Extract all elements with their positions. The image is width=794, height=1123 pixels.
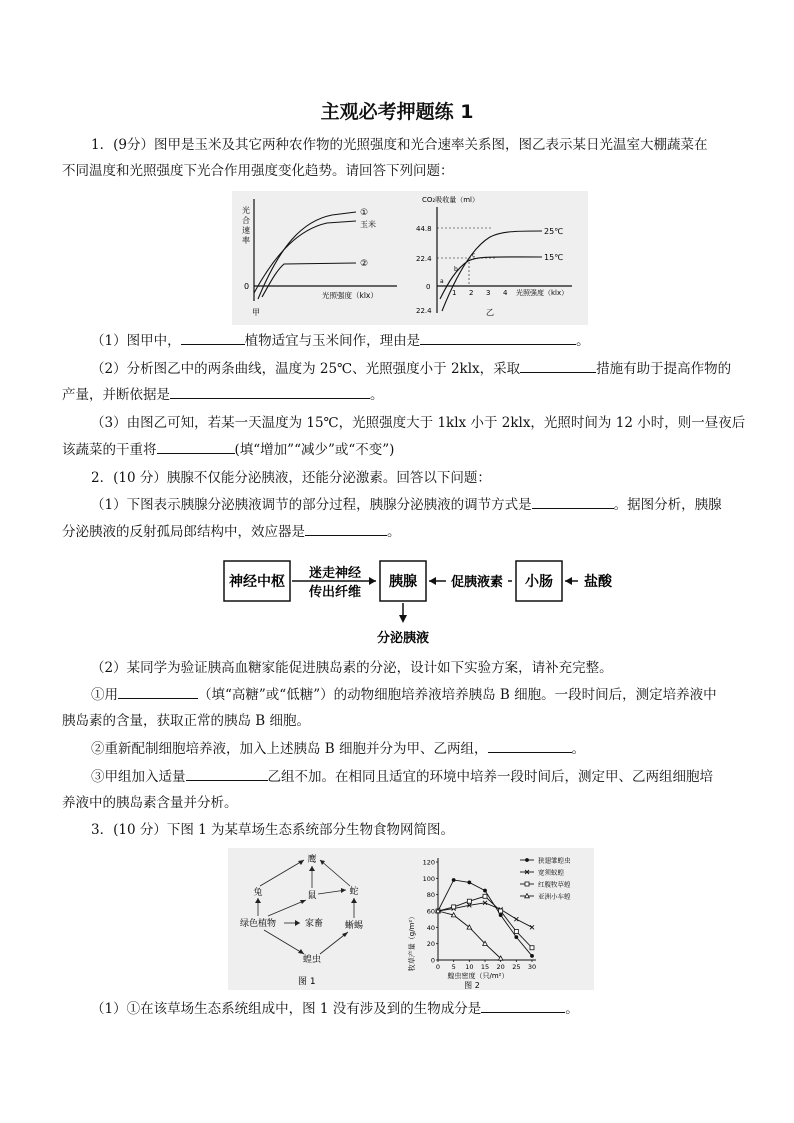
q2-step2-text-a: ②重新配制细胞培养液，加入上述胰岛 B 细胞并分为甲、乙两组， <box>91 741 488 757</box>
q2-sub1-blank2[interactable] <box>305 521 387 536</box>
head-mouse-eagle <box>309 866 315 871</box>
series-0-point-6 <box>530 954 534 958</box>
q1-sub3-line1: （3）由图乙可知，若某一天温度为 15℃，光照强度大于 1klx 小于 2klx，光照时间为 12 小时，则一昼夜后 <box>91 415 746 431</box>
foodweb-caption: 图 1 <box>298 977 316 987</box>
chart-ytick-label: 40 <box>426 923 435 932</box>
jia-xlabel: 光照强度（klx） <box>322 291 378 300</box>
q1-sub1 <box>62 328 737 354</box>
q1-sub2-text-d: 。 <box>370 387 384 403</box>
q2-sub1-blank1[interactable] <box>532 494 614 509</box>
foodweb-arrowheads <box>255 860 357 954</box>
series-0-point-2 <box>467 881 471 885</box>
yi-ytick-448: 44.8 <box>416 225 432 233</box>
flow-acid-label: 盐酸 <box>584 574 612 590</box>
chart-jia <box>242 199 397 317</box>
series-1-point-6 <box>530 925 534 929</box>
chart-yi <box>416 195 572 317</box>
arrow-plant-locust <box>264 930 304 954</box>
yi-ylabel: CO₂吸收量（ml） <box>422 196 479 204</box>
q1-sub3-blank[interactable] <box>157 439 235 454</box>
q3-stem: 3．(10 分）下图 1 为某草场生态系统部分生物食物网简图。 <box>91 822 454 838</box>
chart-ytick-label: 20 <box>426 940 435 949</box>
q2-step1-text-b: （填“高糖”或“低糖”）的动物细胞培养液培养胰岛 B 细胞。一段时间后，测定培养液中 <box>198 687 717 703</box>
q3-sub1-text-a: （1）①在该草场生态系统组成中，图 1 没有涉及到的生物成分是 <box>91 1001 482 1017</box>
chart-ytick-label: 60 <box>426 907 435 916</box>
chart-ytick-label: 100 <box>422 874 435 883</box>
q2-step2 <box>62 736 737 762</box>
chart-ytick-label: 120 <box>422 858 435 867</box>
flow-output-label: 分泌胰液 <box>376 631 430 646</box>
q2-sub1-text-c: 分泌胰液的反射孤局郎结构中，效应器是 <box>62 524 305 540</box>
q1-stem-line2: 不同温度和光照强度下光合作用强度变化趋势。请回答下列问题： <box>62 163 454 179</box>
pancreas-flow-svg <box>220 555 620 650</box>
legend-label-3: 亚洲小车蝗 <box>538 892 571 901</box>
q2-sub1-text-d: 。 <box>387 524 401 540</box>
chart-ytick-label: 80 <box>426 891 435 900</box>
q2-step3-blank[interactable] <box>186 766 268 781</box>
q2-step1-line1 <box>62 682 737 708</box>
flow-hormone-label: 促胰液素 <box>450 575 504 590</box>
chart-xtick-label: 0 <box>435 963 441 971</box>
q2-step3-line2: 养液中的胰岛素含量并分析。 <box>62 795 238 811</box>
head-plant-rabbit <box>255 898 261 903</box>
q2-step1-blank[interactable] <box>118 684 198 699</box>
q1-sub1-blank2[interactable] <box>420 330 576 345</box>
figure-q3-svg <box>228 848 594 990</box>
chart-xtick-label: 5 <box>451 963 456 971</box>
series-0-point-4 <box>499 913 503 917</box>
q2-sub1-text-b: 。据图分析，胰腺 <box>613 497 722 513</box>
node-plant: 绿色植物 <box>239 919 277 929</box>
yi-point-a: a <box>440 278 444 285</box>
q1-sub3-text-b: 该蔬菜的干重将 <box>62 442 157 458</box>
yi-xtick-3: 3 <box>486 289 491 297</box>
yi-xtick-1: 1 <box>452 289 457 297</box>
q3-sub1-blank[interactable] <box>481 998 565 1013</box>
jia-curve-corn <box>254 221 356 293</box>
legend-marker-2 <box>525 882 529 886</box>
flow-arrowhead-output <box>399 615 407 623</box>
q2-step2-blank[interactable] <box>488 738 572 753</box>
q2-step1-text-a: ①用 <box>91 687 118 703</box>
series-1-point-5 <box>514 917 518 921</box>
head-rabbit-eagle <box>298 860 304 865</box>
q2-sub1-line2 <box>62 519 737 545</box>
flow-pancreas-label: 胰腺 <box>389 574 417 590</box>
q2-sub1-line1 <box>62 492 737 518</box>
flow-arrowhead-acid <box>565 577 572 585</box>
yi-xtick-2: 2 <box>469 289 474 297</box>
jia-ylabel-4: 率 <box>242 236 250 245</box>
food-web <box>240 853 363 987</box>
node-livestock: 家畜 <box>304 919 324 929</box>
q1-sub3-text-c: (填“增加”“减少”或“不变”) <box>234 442 395 458</box>
jia-ylabel-1: 光 <box>242 206 250 215</box>
chart-xtick-label: 10 <box>465 963 474 971</box>
head-snake-eagle <box>320 860 325 865</box>
yi-label-15: 15℃ <box>544 253 564 262</box>
q1-sub1-blank1[interactable] <box>181 330 245 345</box>
flow-center-label: 神经中枢 <box>229 574 285 590</box>
arrow-snake-eagle <box>320 860 350 886</box>
jia-ylabel-3: 速 <box>242 226 250 235</box>
yi-point-c: c <box>472 252 476 259</box>
node-rabbit: 兔 <box>253 888 263 898</box>
q1-sub2-text-c: 产量，并断依据是 <box>62 387 170 403</box>
series-0-point-1 <box>452 878 456 882</box>
series-2-point-2 <box>467 899 471 903</box>
flow-arrowhead-hormone <box>429 577 436 585</box>
jia-ylabel-2: 合 <box>242 216 250 225</box>
node-lizard: 蜥蜴 <box>344 921 364 931</box>
series-0-point-5 <box>514 935 518 939</box>
flow-nerve-line1: 迷走神经 <box>308 566 362 581</box>
chart-ytick-label: 0 <box>430 956 435 965</box>
q2-sub1-text-a: （1）下图表示胰腺分泌胰液调节的部分过程，胰腺分泌胰液的调节方式是 <box>91 497 532 513</box>
jia-label-corn: 玉米 <box>360 220 376 229</box>
series-2-point-6 <box>530 946 534 950</box>
node-mouse: 鼠 <box>307 891 317 901</box>
yi-xlabel: 光照强度（klx） <box>516 289 569 297</box>
q3-sub1-text-b: 。 <box>565 1001 579 1017</box>
q2-step3-text-b: 乙组不加。在相同且适宜的环境中培养一段时间后，测定甲、乙两组细胞培 <box>267 769 713 785</box>
series-line-2 <box>438 896 532 947</box>
jia-caption: 甲 <box>252 308 260 317</box>
chart-xtick-label: 15 <box>480 963 490 971</box>
head-plant-livestock <box>295 920 300 926</box>
jia-label-2: ② <box>360 259 369 269</box>
legend-label-1: 宽须蚁蝗 <box>538 868 564 877</box>
q1-sub2-line2 <box>62 382 737 408</box>
q2-step2-text-b: 。 <box>571 741 586 757</box>
q1-sub1-text-b: 植物适宜与玉米间作，理由是 <box>244 333 421 349</box>
arrow-rabbit-eagle <box>260 860 304 886</box>
jia-label-1: ① <box>360 208 369 218</box>
q1-sub1-text-c: 。 <box>576 333 590 349</box>
flow-intestine-label: 小肠 <box>525 574 553 590</box>
chart-xtick-label: 20 <box>496 963 505 971</box>
series-2-point-5 <box>514 929 518 933</box>
figure-q3 <box>228 848 594 990</box>
head-plant-locust <box>298 949 304 954</box>
chart-caption: 图 2 <box>464 981 480 990</box>
series-2-point-4 <box>499 909 503 913</box>
q2-step3-line1 <box>62 764 737 790</box>
legend-label-2: 红腹牧草蝗 <box>538 880 571 889</box>
figure-jia-yi-svg <box>232 191 588 325</box>
q2-stem: 2．(10 分）胰腺不仅能分泌胰液，还能分泌激素。回答以下问题： <box>91 470 491 486</box>
q1-sub2-text-b: 措施有助于提高作物的 <box>596 361 732 377</box>
flow-nerve-line2: 传出纤维 <box>308 585 362 600</box>
page-title: 主观必考押题练 1 <box>320 101 474 123</box>
node-eagle: 鹰 <box>307 855 317 865</box>
head-lizard-snake <box>351 898 357 903</box>
yi-xtick-4: 4 <box>503 289 508 297</box>
yi-ytick-224: 22.4 <box>416 255 432 263</box>
jia-zero: 0 <box>244 282 250 291</box>
q1-sub2-blank1[interactable] <box>520 358 596 373</box>
yi-ytick-0: 0 <box>426 283 431 291</box>
q2-step3-text-a: ③甲组加入适量 <box>91 769 186 785</box>
grass-yield-chart <box>407 856 571 991</box>
figure-jia-yi <box>232 191 588 325</box>
node-locust: 蝗虫 <box>302 955 322 965</box>
chart-xlabel: 蝗虫密度（只/m²） <box>447 972 509 980</box>
q1-stem-line1: 1．(9分）图甲是玉米及其它两种农作物的光照强度和光合速率关系图，图乙表示某日光温室大棚蔬菜在 <box>91 137 708 153</box>
q1-sub2-text-a: （2）分析图乙中的两条曲线，温度为 25℃、光照强度小于 2klx，采取 <box>91 361 521 377</box>
chart-xtick-label: 25 <box>512 963 521 971</box>
q2-sub2: （2）某同学为验证胰高血糖家能促进胰岛素的分泌，设计如下实验方案，请补充完整。 <box>91 660 613 676</box>
flow-arrowhead-nerve <box>369 577 376 585</box>
chart-ylabel: 牧草产量（g/m²） <box>408 912 416 972</box>
yi-caption: 乙 <box>486 308 494 317</box>
pancreas-flow-diagram <box>220 555 620 650</box>
series-2-point-3 <box>483 894 487 898</box>
series-2-point-1 <box>452 905 456 909</box>
legend-label-0: 狭翅雏蝗虫 <box>538 856 571 865</box>
arrow-plant-mouse <box>268 900 306 916</box>
q3-sub1 <box>62 996 737 1022</box>
q1-sub1-text-a: （1）图甲中， <box>91 333 181 349</box>
q2-step1-line2: 胰岛素的含量，获取正常的胰岛 B 细胞。 <box>62 713 311 729</box>
series-line-3 <box>438 911 501 958</box>
foodweb-arrows <box>258 860 354 954</box>
yi-label-25: 25℃ <box>544 227 564 236</box>
yi-point-b: b <box>454 266 458 273</box>
legend-marker-0 <box>525 858 529 862</box>
q1-sub2-blank2[interactable] <box>170 384 370 399</box>
series-0-point-3 <box>483 889 487 893</box>
chart-xtick-label: 30 <box>527 963 537 971</box>
q1-sub2-line1 <box>62 356 737 382</box>
q1-sub3-line2 <box>62 437 737 463</box>
node-snake: 蛇 <box>349 887 359 897</box>
yi-ytick-neg224: 22.4 <box>416 307 432 315</box>
